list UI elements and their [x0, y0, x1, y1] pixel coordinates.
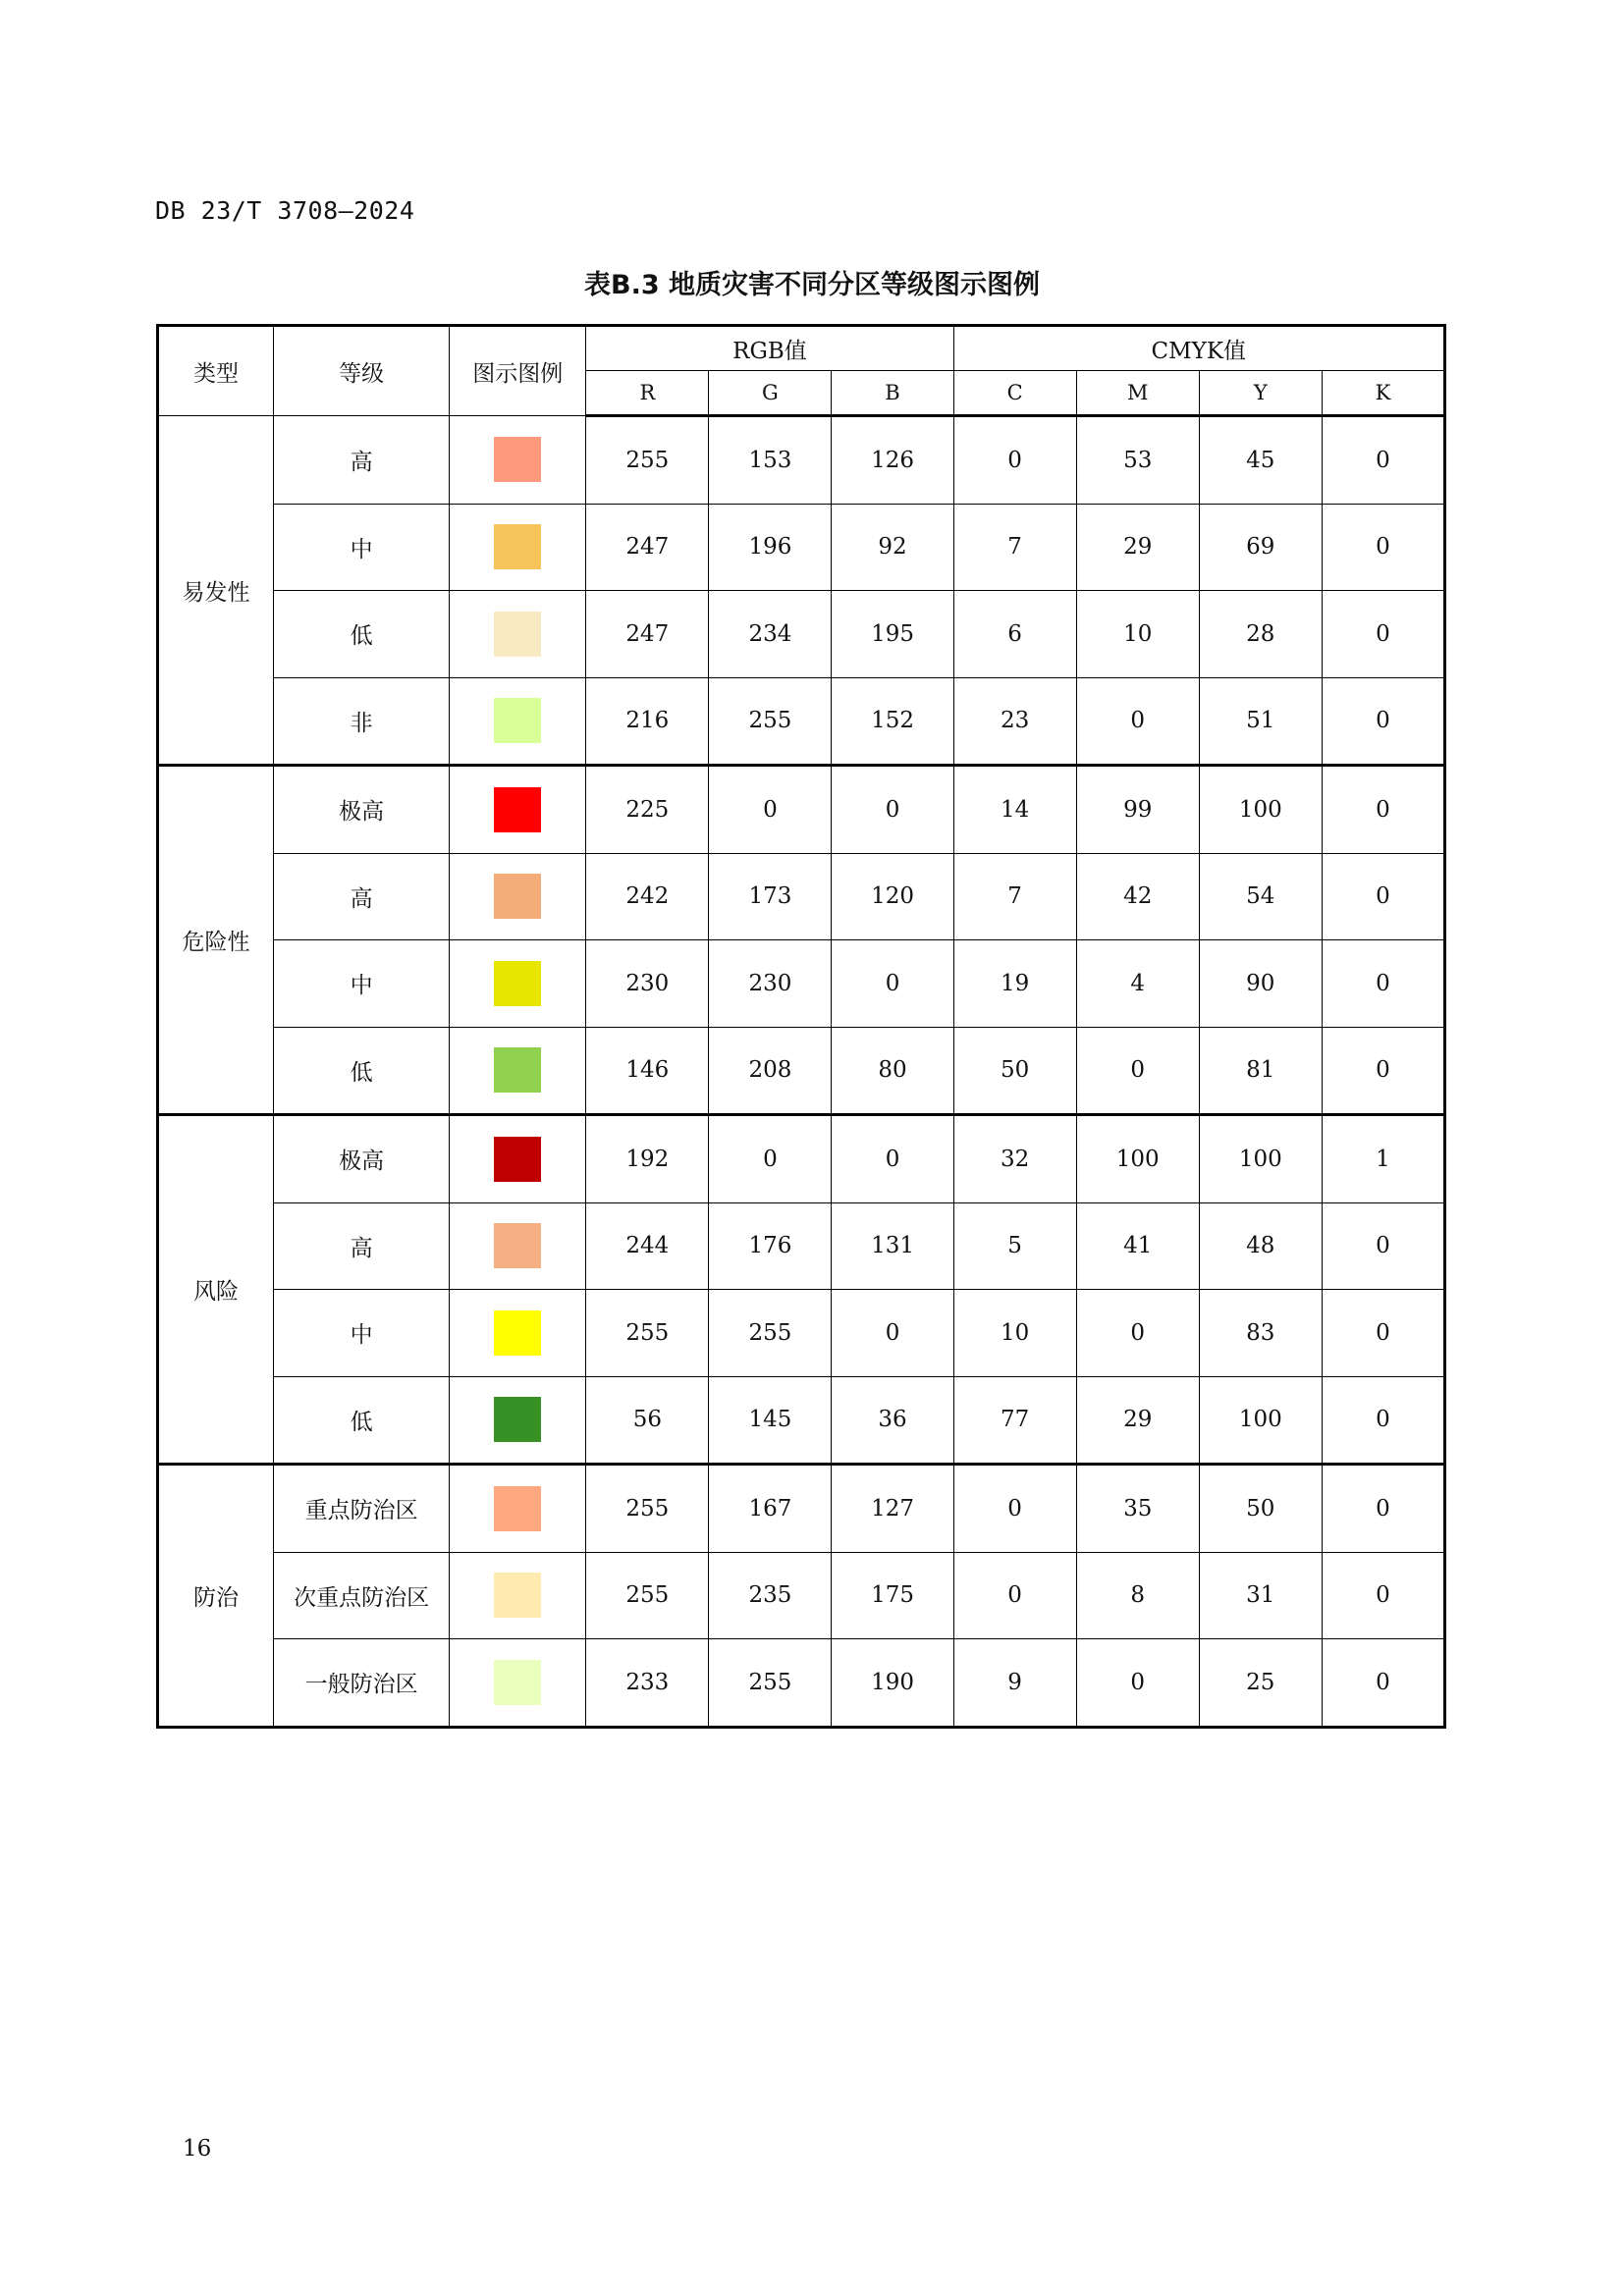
- header-b: B: [832, 371, 953, 416]
- table-row: [158, 416, 1445, 505]
- value-b-cell: 126: [832, 416, 953, 505]
- value-m-cell: 0: [1076, 1027, 1199, 1115]
- level-cell: 一般防治区: [274, 1639, 450, 1728]
- value-y-cell: 31: [1199, 1552, 1322, 1639]
- value-c-cell: 77: [953, 1376, 1076, 1465]
- value-b-cell: 0: [832, 766, 953, 854]
- value-k-cell: 0: [1322, 1465, 1444, 1553]
- value-r-cell: 146: [586, 1027, 709, 1115]
- value-g-cell: 153: [709, 416, 832, 505]
- legend-cell: [450, 1027, 586, 1115]
- value-b-cell: 0: [832, 1290, 953, 1377]
- table-row: [158, 1376, 1445, 1465]
- type-cell: 风险: [158, 1115, 274, 1465]
- value-k-cell: 0: [1322, 677, 1444, 766]
- value-y-cell: 83: [1199, 1290, 1322, 1377]
- header-cmyk-group: CMYK值: [953, 326, 1444, 371]
- value-m-cell: 29: [1076, 1376, 1199, 1465]
- table-row: [158, 1552, 1445, 1639]
- level-cell: 高: [274, 853, 450, 940]
- value-b-cell: 92: [832, 504, 953, 591]
- document-code: DB 23/T 3708—2024: [155, 196, 415, 225]
- level-cell: 低: [274, 1027, 450, 1115]
- legend-cell: [450, 940, 586, 1028]
- legend-cell: [450, 853, 586, 940]
- value-m-cell: 0: [1076, 1290, 1199, 1377]
- legend-cell: [450, 1290, 586, 1377]
- value-k-cell: 0: [1322, 1290, 1444, 1377]
- value-m-cell: 42: [1076, 853, 1199, 940]
- value-y-cell: 81: [1199, 1027, 1322, 1115]
- value-r-cell: 255: [586, 1465, 709, 1553]
- header-legend: 图示图例: [450, 326, 586, 416]
- value-c-cell: 9: [953, 1639, 1076, 1728]
- color-swatch: [494, 524, 541, 569]
- value-m-cell: 41: [1076, 1202, 1199, 1290]
- type-cell: 危险性: [158, 766, 274, 1115]
- color-swatch: [494, 1310, 541, 1356]
- color-swatch: [494, 787, 541, 832]
- header-c: C: [953, 371, 1076, 416]
- value-b-cell: 152: [832, 677, 953, 766]
- value-y-cell: 25: [1199, 1639, 1322, 1728]
- value-k-cell: 0: [1322, 1027, 1444, 1115]
- level-cell: 中: [274, 1290, 450, 1377]
- value-c-cell: 7: [953, 504, 1076, 591]
- table-title: 表B.3 地质灾害不同分区等级图示图例: [583, 270, 1041, 300]
- level-cell: 极高: [274, 1115, 450, 1203]
- header-level: 等级: [274, 326, 450, 416]
- value-c-cell: 0: [953, 1465, 1076, 1553]
- level-cell: 高: [274, 1202, 450, 1290]
- value-r-cell: 255: [586, 1290, 709, 1377]
- value-r-cell: 192: [586, 1115, 709, 1203]
- value-m-cell: 0: [1076, 1639, 1199, 1728]
- value-b-cell: 195: [832, 591, 953, 678]
- value-y-cell: 100: [1199, 1115, 1322, 1203]
- table-row: [158, 504, 1445, 591]
- level-cell: 非: [274, 677, 450, 766]
- level-cell: 重点防治区: [274, 1465, 450, 1553]
- value-b-cell: 190: [832, 1639, 953, 1728]
- value-k-cell: 0: [1322, 591, 1444, 678]
- table-body: [158, 416, 1445, 1728]
- value-c-cell: 7: [953, 853, 1076, 940]
- color-swatch: [494, 961, 541, 1006]
- table-row: [158, 940, 1445, 1028]
- type-cell: 易发性: [158, 416, 274, 766]
- value-r-cell: 247: [586, 591, 709, 678]
- value-b-cell: 0: [832, 1115, 953, 1203]
- value-m-cell: 29: [1076, 504, 1199, 591]
- legend-cell: [450, 504, 586, 591]
- value-g-cell: 230: [709, 940, 832, 1028]
- value-k-cell: 0: [1322, 1202, 1444, 1290]
- value-g-cell: 145: [709, 1376, 832, 1465]
- page-number: 16: [183, 2136, 212, 2162]
- value-m-cell: 35: [1076, 1465, 1199, 1553]
- value-g-cell: 167: [709, 1465, 832, 1553]
- value-y-cell: 90: [1199, 940, 1322, 1028]
- color-swatch: [494, 1660, 541, 1705]
- value-c-cell: 19: [953, 940, 1076, 1028]
- table-row: [158, 1290, 1445, 1377]
- value-m-cell: 100: [1076, 1115, 1199, 1203]
- value-y-cell: 45: [1199, 416, 1322, 505]
- value-r-cell: 255: [586, 416, 709, 505]
- value-g-cell: 255: [709, 677, 832, 766]
- value-c-cell: 32: [953, 1115, 1076, 1203]
- value-r-cell: 247: [586, 504, 709, 591]
- value-y-cell: 100: [1199, 1376, 1322, 1465]
- value-b-cell: 175: [832, 1552, 953, 1639]
- value-y-cell: 54: [1199, 853, 1322, 940]
- legend-cell: [450, 416, 586, 505]
- legend-cell: [450, 1639, 586, 1728]
- color-swatch: [494, 612, 541, 657]
- value-k-cell: 0: [1322, 504, 1444, 591]
- value-c-cell: 14: [953, 766, 1076, 854]
- value-m-cell: 10: [1076, 591, 1199, 678]
- value-k-cell: 0: [1322, 766, 1444, 854]
- header-type: 类型: [158, 326, 274, 416]
- value-r-cell: 230: [586, 940, 709, 1028]
- value-g-cell: 255: [709, 1639, 832, 1728]
- value-g-cell: 0: [709, 1115, 832, 1203]
- value-g-cell: 234: [709, 591, 832, 678]
- value-c-cell: 50: [953, 1027, 1076, 1115]
- table-row: [158, 1027, 1445, 1115]
- legend-cell: [450, 1465, 586, 1553]
- color-swatch: [494, 1223, 541, 1268]
- header-m: M: [1076, 371, 1199, 416]
- table-row: [158, 677, 1445, 766]
- value-b-cell: 127: [832, 1465, 953, 1553]
- color-swatch: [494, 1397, 541, 1442]
- value-c-cell: 0: [953, 1552, 1076, 1639]
- value-r-cell: 244: [586, 1202, 709, 1290]
- value-k-cell: 0: [1322, 940, 1444, 1028]
- color-swatch: [494, 1573, 541, 1618]
- value-g-cell: 196: [709, 504, 832, 591]
- table-row: [158, 766, 1445, 854]
- color-swatch: [494, 698, 541, 743]
- value-m-cell: 53: [1076, 416, 1199, 505]
- value-k-cell: 0: [1322, 1639, 1444, 1728]
- color-swatch: [494, 1047, 541, 1093]
- value-r-cell: 216: [586, 677, 709, 766]
- value-y-cell: 48: [1199, 1202, 1322, 1290]
- value-y-cell: 50: [1199, 1465, 1322, 1553]
- legend-cell: [450, 591, 586, 678]
- header-k: K: [1322, 371, 1444, 416]
- value-k-cell: 0: [1322, 1552, 1444, 1639]
- color-swatch: [494, 437, 541, 482]
- type-cell: 防治: [158, 1465, 274, 1728]
- level-cell: 极高: [274, 766, 450, 854]
- value-r-cell: 255: [586, 1552, 709, 1639]
- value-r-cell: 242: [586, 853, 709, 940]
- legend-table: [156, 324, 1446, 1729]
- value-b-cell: 120: [832, 853, 953, 940]
- table-row: [158, 591, 1445, 678]
- value-g-cell: 176: [709, 1202, 832, 1290]
- color-swatch: [494, 874, 541, 919]
- color-swatch: [494, 1486, 541, 1531]
- color-swatch: [494, 1137, 541, 1182]
- value-g-cell: 173: [709, 853, 832, 940]
- table-row: [158, 1639, 1445, 1728]
- level-cell: 次重点防治区: [274, 1552, 450, 1639]
- header-g: G: [709, 371, 832, 416]
- value-g-cell: 208: [709, 1027, 832, 1115]
- value-y-cell: 69: [1199, 504, 1322, 591]
- value-b-cell: 36: [832, 1376, 953, 1465]
- level-cell: 高: [274, 416, 450, 505]
- value-g-cell: 235: [709, 1552, 832, 1639]
- level-cell: 中: [274, 940, 450, 1028]
- value-c-cell: 23: [953, 677, 1076, 766]
- value-k-cell: 0: [1322, 416, 1444, 505]
- level-cell: 低: [274, 1376, 450, 1465]
- header-rgb-group: RGB值: [586, 326, 953, 371]
- value-k-cell: 1: [1322, 1115, 1444, 1203]
- value-m-cell: 0: [1076, 677, 1199, 766]
- value-k-cell: 0: [1322, 853, 1444, 940]
- legend-cell: [450, 1376, 586, 1465]
- value-r-cell: 233: [586, 1639, 709, 1728]
- table-row: [158, 1202, 1445, 1290]
- value-g-cell: 0: [709, 766, 832, 854]
- legend-cell: [450, 1552, 586, 1639]
- value-m-cell: 99: [1076, 766, 1199, 854]
- value-m-cell: 4: [1076, 940, 1199, 1028]
- legend-cell: [450, 1115, 586, 1203]
- value-k-cell: 0: [1322, 1376, 1444, 1465]
- table-row: [158, 853, 1445, 940]
- value-y-cell: 28: [1199, 591, 1322, 678]
- value-r-cell: 225: [586, 766, 709, 854]
- level-cell: 中: [274, 504, 450, 591]
- value-b-cell: 0: [832, 940, 953, 1028]
- value-c-cell: 10: [953, 1290, 1076, 1377]
- value-y-cell: 51: [1199, 677, 1322, 766]
- legend-cell: [450, 1202, 586, 1290]
- value-c-cell: 6: [953, 591, 1076, 678]
- value-m-cell: 8: [1076, 1552, 1199, 1639]
- value-c-cell: 0: [953, 416, 1076, 505]
- value-g-cell: 255: [709, 1290, 832, 1377]
- table-row: [158, 1115, 1445, 1203]
- value-b-cell: 131: [832, 1202, 953, 1290]
- table-row: [158, 1465, 1445, 1553]
- value-y-cell: 100: [1199, 766, 1322, 854]
- header-y: Y: [1199, 371, 1322, 416]
- header-r: R: [586, 371, 709, 416]
- level-cell: 低: [274, 591, 450, 678]
- value-c-cell: 5: [953, 1202, 1076, 1290]
- value-r-cell: 56: [586, 1376, 709, 1465]
- legend-cell: [450, 677, 586, 766]
- value-b-cell: 80: [832, 1027, 953, 1115]
- legend-cell: [450, 766, 586, 854]
